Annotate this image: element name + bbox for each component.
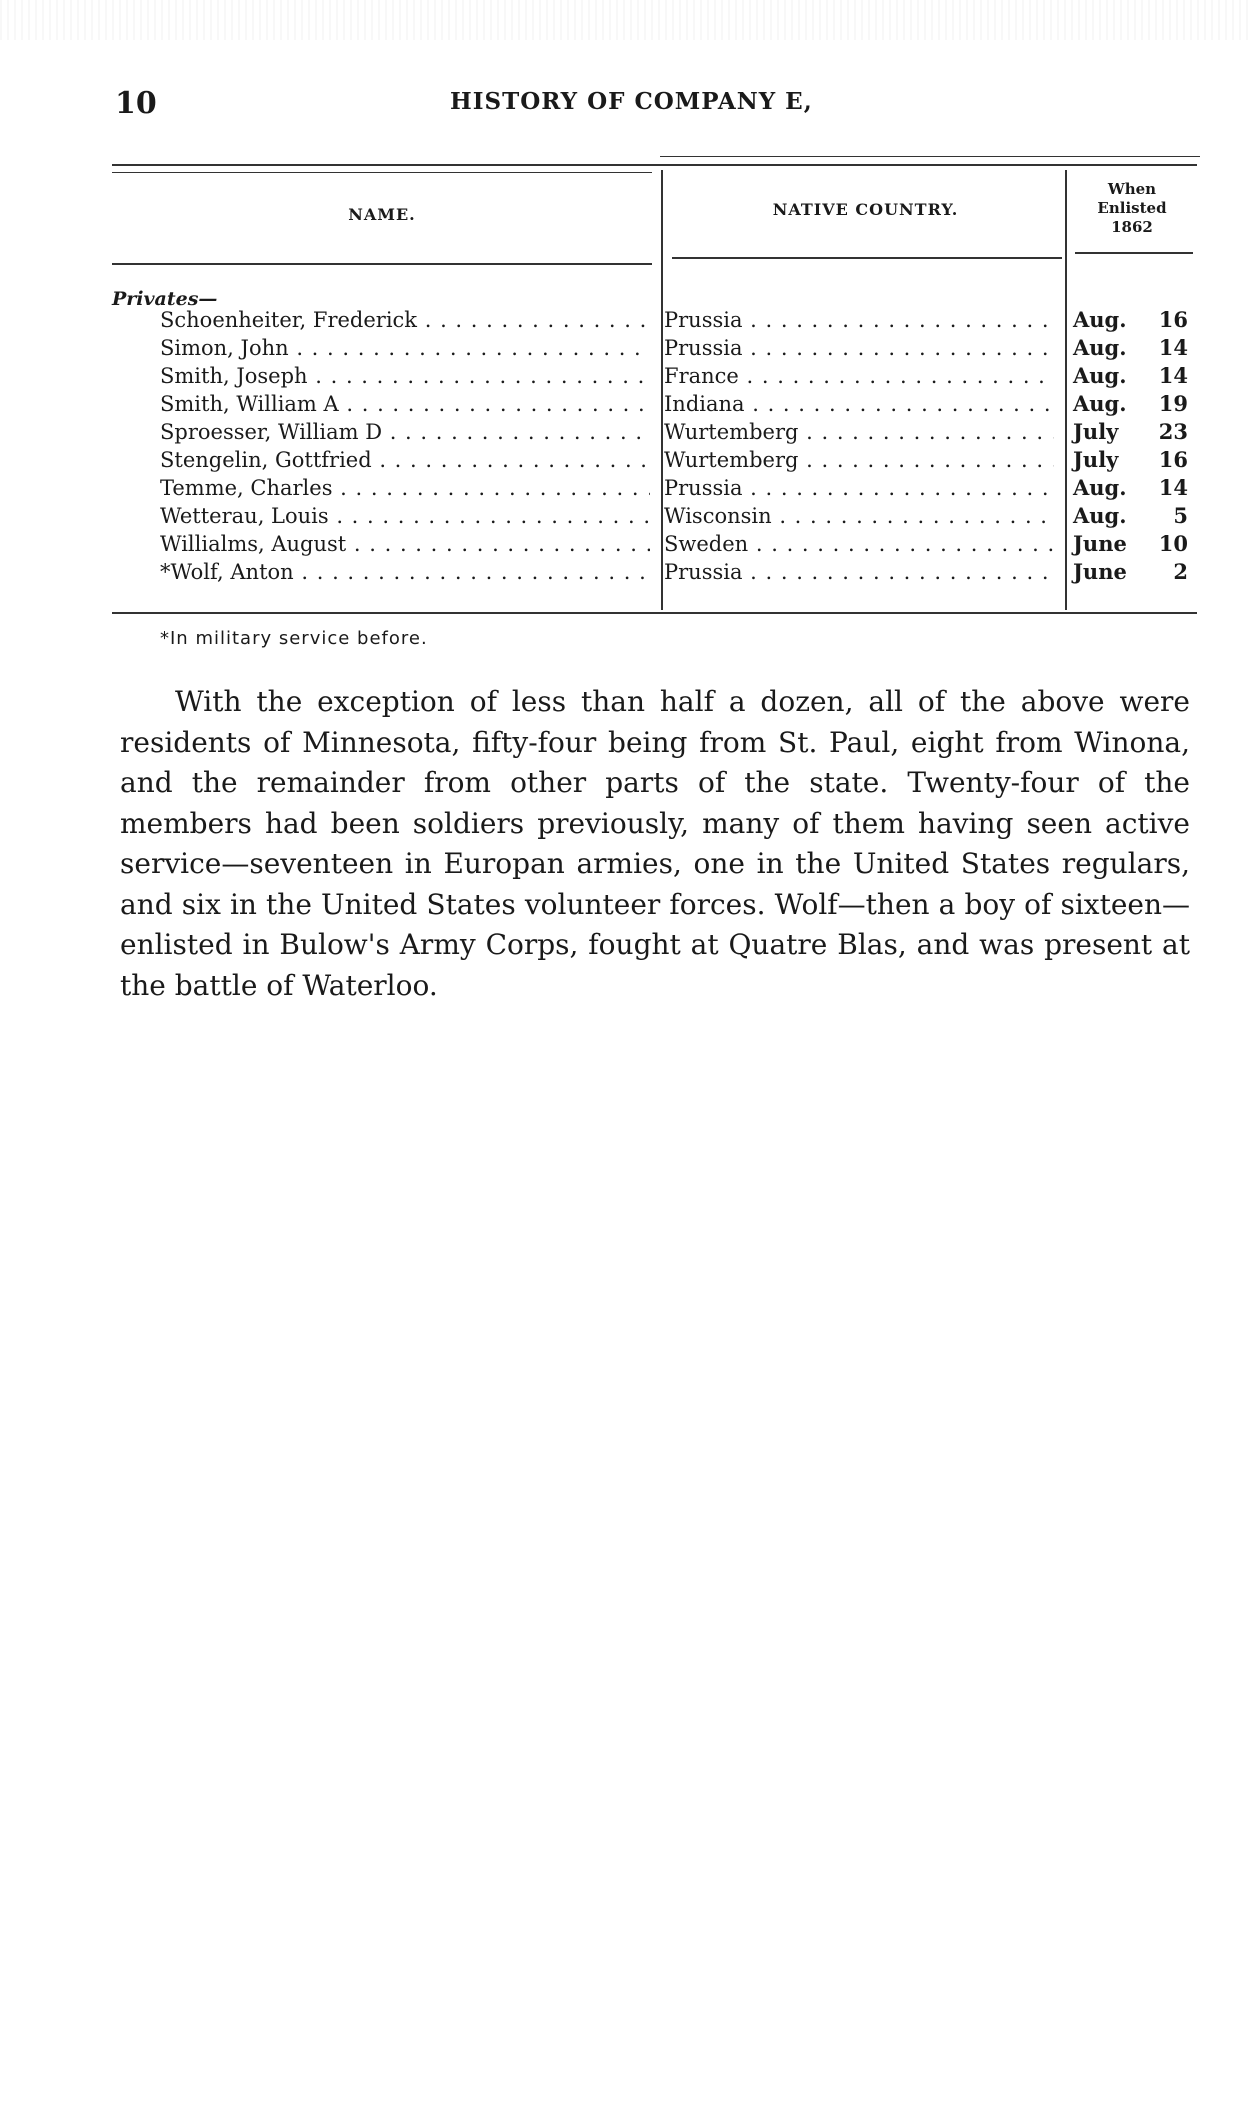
soldier-name: Wetterau, Louis . . . (160, 502, 650, 530)
page-number: 10 (115, 86, 157, 121)
enlist-day: 14 (1158, 363, 1188, 388)
enlist-day: 2 (1173, 559, 1188, 584)
enlist-day: 23 (1158, 419, 1188, 444)
soldier-name: Willialms, August . . . (160, 530, 650, 558)
enlist-month: June (1073, 531, 1127, 556)
running-title: HISTORY OF COMPANY E, (450, 88, 813, 115)
enlist-day: 10 (1158, 531, 1188, 556)
enlist-month: June (1073, 559, 1127, 584)
native-country: Prussia . . . (664, 334, 1054, 362)
enlist-day: 19 (1158, 391, 1188, 416)
table-top-rule (112, 164, 1197, 166)
native-country: Wisconsin . . . (664, 502, 1054, 530)
native-country: France . . . (664, 362, 1054, 390)
soldier-name: Smith, William A . . . (160, 390, 650, 418)
enlist-day: 16 (1158, 447, 1188, 472)
soldier-name: Smith, Joseph . . . (160, 362, 650, 390)
name-header-bottom-rule (112, 263, 652, 265)
soldier-name: Temme, Charles . . . (160, 474, 650, 502)
native-country: Wurtemberg . . . (664, 418, 1054, 446)
table-top-rule-2 (112, 172, 652, 173)
enlist-day: 14 (1158, 475, 1188, 500)
enlist-month: July (1073, 447, 1119, 472)
enlist-month: Aug. (1073, 503, 1127, 528)
enlist-month: Aug. (1073, 391, 1127, 416)
enlist-month: Aug. (1073, 475, 1127, 500)
soldier-name: Sproesser, William D . . . (160, 418, 650, 446)
table-divider-2 (1065, 170, 1067, 610)
soldier-name: Schoenheiter, Frederick . . . (160, 306, 650, 334)
native-country: Prussia . . . (664, 474, 1054, 502)
enlist-month: Aug. (1073, 363, 1127, 388)
table-top-rule-3 (660, 156, 1200, 157)
enlist-month: Aug. (1073, 307, 1127, 332)
enlist-day: 14 (1158, 335, 1188, 360)
native-country: Indiana . . . (664, 390, 1054, 418)
body-paragraph: With the exception of less than half a dozen, all of the above were residents of Minnesota, fifty-four being from St. Paul, eight from Winona, and the remainder from other parts of the state. Twenty-four of the members had been soldiers previously, many of them having seen active service—seventeen in Europan armies, one in the United States regulars, and six in the United States volunteer forces. Wolf—then a boy of sixteen—enlisted in Bulow's Army Corps, fought at Quatre Blas, and was present at the battle of Waterloo. (120, 685, 1190, 1002)
table-bottom-rule (112, 612, 1197, 614)
date-header-bottom-rule (1075, 252, 1193, 254)
country-header-bottom-rule (672, 257, 1062, 259)
column-header-country: NATIVE COUNTRY. (772, 200, 959, 219)
enlist-day: 16 (1158, 307, 1188, 332)
table-footnote: *In military service before. (160, 628, 428, 649)
column-header-when-line3: 1862 (1111, 218, 1153, 236)
native-country: Sweden . . . (664, 530, 1054, 558)
native-country: Prussia . . . (664, 306, 1054, 334)
table-divider-1 (661, 170, 663, 610)
native-country: Wurtemberg . . . (664, 446, 1054, 474)
enlist-month: July (1073, 419, 1119, 444)
column-header-when-line1: When (1107, 180, 1157, 198)
native-country: Prussia . . . (664, 558, 1054, 586)
soldier-name: *Wolf, Anton . . . (160, 558, 650, 586)
soldier-name: Stengelin, Gottfried . . . (160, 446, 650, 474)
group-label-privates: Privates— (112, 288, 218, 310)
scan-noise-strip (0, 0, 1250, 40)
enlist-month: Aug. (1073, 335, 1127, 360)
enlist-day: 5 (1173, 503, 1188, 528)
soldier-name: Simon, John . . . (160, 334, 650, 362)
column-header-name: NAME. (348, 205, 416, 224)
column-header-when-line2: Enlisted (1097, 199, 1167, 217)
